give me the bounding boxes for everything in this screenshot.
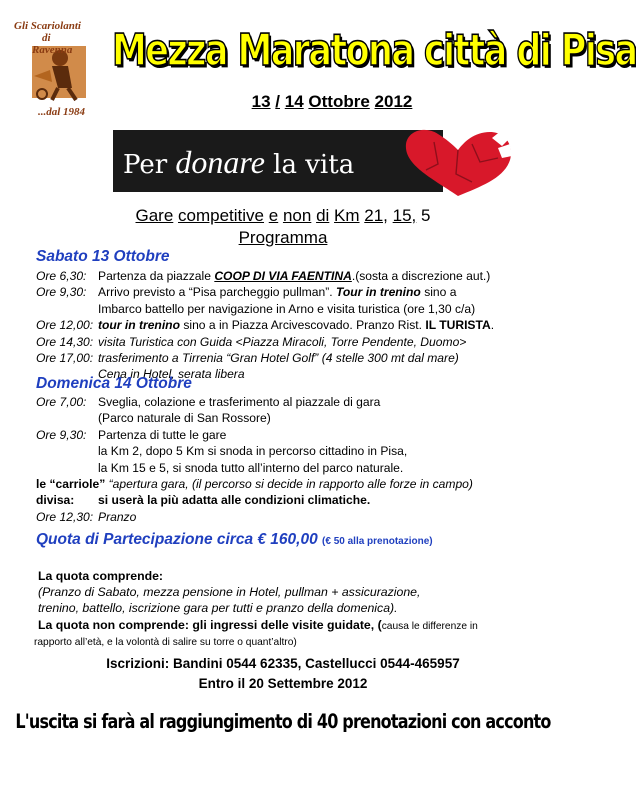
quota-small: (€ 50 alla prenotazione) [322,536,433,547]
schedule-text: Sveglia, colazione e trasferimento al piazzale di gara [98,395,381,409]
non-comprende-text: causa le differenze in [381,620,478,632]
comprende-heading: La quota comprende: [38,569,164,583]
logo-line1: Gli Scariolanti [14,20,81,32]
race-distances [0,206,566,226]
schedule-time: Ore 14,30: [36,334,94,349]
schedule-row [36,268,494,284]
schedule-time-spacer [36,443,98,459]
date-month: Ottobre [308,92,370,111]
comprende-line: trenino, battello, iscrizione gara per tutti e pranzo della domenica). [38,601,398,616]
domenica-schedule [36,394,473,525]
schedule-text: Arrivo previsto a “Pisa parcheggio pullman”. [98,285,336,300]
non-comprende-heading: La quota non comprende: gli ingressi delle visite guidate, ( [38,617,382,632]
banner-donare: donare [175,144,265,180]
schedule-row [36,301,494,317]
schedule-time-spacer [36,410,98,426]
date-year: 2012 [374,92,413,111]
schedule-row [36,284,494,300]
schedule-text: sino a in Piazza Arcivescovado. Pranzo Rist. [179,318,426,333]
schedule-row [36,509,473,525]
schedule-row [36,410,473,426]
schedule-text: Imbarco battello per navigazione in Arno e visita turistica (ore 1,30 c/a) [98,301,476,316]
gare-word: e [268,206,279,225]
schedule-time: Ore 17,00: [36,351,94,366]
gare-word: non [282,206,312,225]
schedule-text: Partenza di tutte le gare [98,427,227,442]
gare-word: di [316,206,330,225]
schedule-time: Ore 9,30: [36,285,87,300]
schedule-text: la Km 2, dopo 5 Km si snoda in percorso cittadino in Pisa, [98,444,408,459]
gare-word: competitive [178,206,265,225]
gare-word: 21, [364,206,388,225]
schedule-text: (Parco naturale di San Rossore) [98,411,271,426]
quota-comprende [34,568,478,651]
sabato-heading: Sabato 13 Ottobre [36,248,170,265]
schedule-text: visita Turistica con Guida <Piazza Miracoli, Torre Pendente, Duomo> [98,334,467,349]
quota-main: Quota di Partecipazione circa € 160,00 [36,531,323,548]
gare-word: Km [334,206,360,225]
page-title: Mezza Maratona città di Pisa [112,26,636,76]
iscrizioni-deadline: Entro il 20 Settembre 2012 [198,676,368,691]
schedule-time-spacer [36,460,98,476]
schedule-bold: si userà la più adatta alle condizioni climatiche. [98,493,371,508]
schedule-bold: tour in trenino [98,318,180,333]
carriole-row [36,476,473,492]
gare-word: Gare [135,206,174,225]
comprende-line: (Pranzo di Sabato, mezza pensione in Hotel, pullman + assicurazione, [38,585,421,600]
schedule-text: la Km 15 e 5, si snoda tutto all’interno del parco naturale. [98,460,404,475]
schedule-text: sino a [420,285,457,300]
schedule-text: Pranzo [98,509,137,524]
date-day2: 14 [284,92,304,111]
schedule-row [36,350,494,366]
gare-word: 5 [421,206,431,225]
schedule-text: Cena in Hotel, serata libera [98,367,245,382]
schedule-bold: Tour in trenino [335,285,421,300]
schedule-text: .(sosta a discrezione aut.) [351,269,491,283]
schedule-bold: divisa: [36,493,75,508]
non-comprende-text: rapporto all’età, e la volontà di salire su torre o quant’altro) [34,636,297,648]
event-date [112,92,552,112]
logo-line2: di [42,32,51,44]
schedule-text: “apertura gara, (il percorso si decide in rapporto alle forze in campo) [105,477,473,492]
schedule-text: Partenza da piazzale [98,269,215,283]
banner-per: Per [123,150,168,180]
sabato-schedule [36,268,494,383]
date-sep: / [275,92,281,111]
schedule-row [36,443,473,459]
schedule-row [36,334,494,350]
logo [12,16,98,124]
iscrizioni-contacts: Iscrizioni: Bandini 0544 62335, Castellucci 0544-465957 [106,656,460,671]
schedule-bold: COOP DI VIA FAENTINA [214,269,352,283]
donation-banner [113,130,547,192]
schedule-time-spacer [36,301,98,317]
schedule-row [36,427,473,443]
footer-note: L'uscita si farà al raggiungimento di 40 prenotazioni con acconto [15,710,551,733]
schedule-time: Ore 9,30: [36,427,87,442]
logo-line3: Ravenna [32,44,73,56]
domenica-heading: Domenica 14 Ottobre [36,375,192,392]
schedule-time: Ore 12,30: [36,509,94,524]
gare-word: 15, [392,206,417,225]
divisa-row [36,492,473,508]
schedule-bold: “carriole” [49,477,106,492]
quota-price [36,531,433,549]
schedule-bold: le [36,477,50,492]
schedule-time: Ore 6,30: [36,269,87,283]
banner-vita: la vita [273,150,355,180]
schedule-text: trasferimento a Tirrenia “Gran Hotel Golf” (4 stelle 300 mt dal mare) [98,351,459,366]
schedule-time: Ore 12,00: [36,318,94,333]
date-day1: 13 [251,92,271,111]
banner-text [123,144,354,181]
schedule-bold: IL TURISTA [425,318,491,333]
schedule-row [36,317,494,333]
schedule-row [36,394,473,410]
programma-label: Programma [238,228,328,247]
schedule-row [36,460,473,476]
puzzle-heart-icon [398,124,518,200]
logo-since: ...dal 1984 [38,106,86,118]
schedule-time: Ore 7,00: [36,395,87,409]
schedule-text: . [490,318,495,333]
programma-heading [0,228,566,248]
